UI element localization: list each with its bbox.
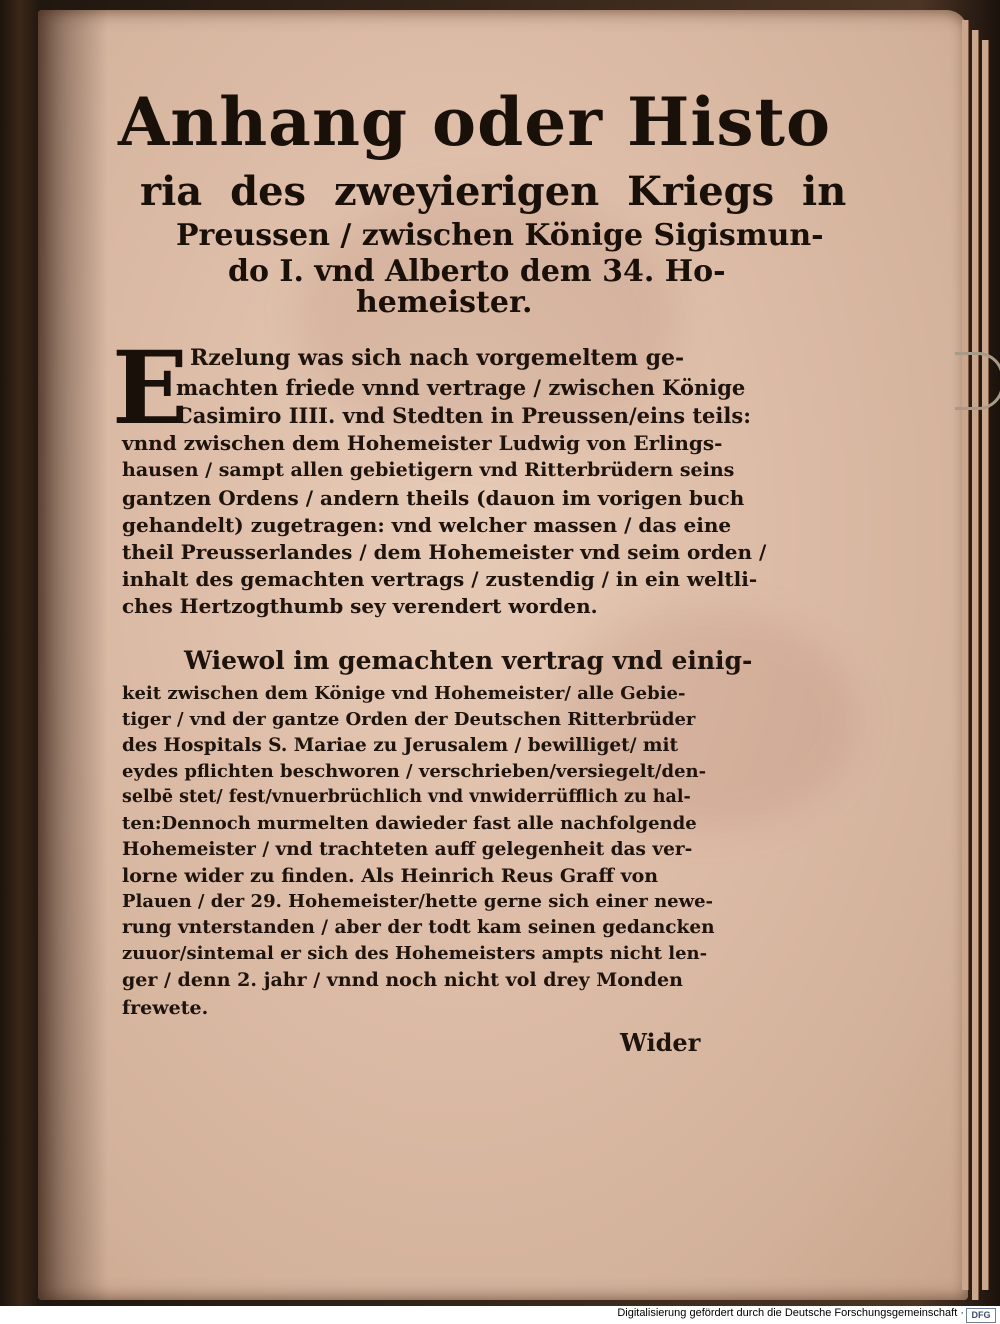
paragraph1-line: ches Hertzogthumb sey verendert worden.: [122, 594, 598, 618]
paragraph1-line: hausen / sampt allen gebietigern vnd Ritterbrüdern seins: [122, 459, 735, 481]
footer-credit: Digitalisierung gefördert durch die Deutsche Forschungsgemeinschaft ·: [617, 1307, 964, 1319]
paragraph1-line: Rzelung was sich nach vorgemeltem ge-: [190, 345, 685, 371]
dfg-logo: DFG: [966, 1308, 996, 1323]
title-line-1: Anhang oder Histo: [118, 83, 832, 161]
paragraph1-line: theil Preusserlandes / dem Hohemeister vnd seim orden /: [122, 540, 767, 564]
paragraph2-line: lorne wider zu finden. Als Heinrich Reus Graff von: [122, 865, 659, 887]
paragraph1-line: Casimiro IIII. vnd Stedten in Preussen/eins teils:: [176, 403, 751, 428]
paragraph2-line: Hohemeister / vnd trachteten auff gelegenheit das ver-: [122, 839, 693, 860]
paragraph2-line: selbē stet/ fest/vnuerbrüchlich vnd vnwiderrüfflich zu hal-: [122, 787, 691, 807]
paper-clip: [955, 352, 1000, 410]
paragraph2-line: ger / denn 2. jahr / vnnd noch nicht vol drey Monden: [122, 969, 683, 991]
paragraph2-line: ten:Dennoch murmelten dawieder fast alle nachfolgende: [122, 813, 697, 834]
title-line-4: do I. vnd Alberto dem 34. Ho-: [228, 254, 726, 289]
title-line-3: Preussen / zwischen Könige Sigismun-: [176, 218, 824, 253]
paragraph2-line: keit zwischen dem Könige vnd Hohemeister/ alle Gebie-: [122, 683, 686, 704]
paragraph1-line: gehandelt) zugetragen: vnd welcher massen / das eine: [122, 513, 732, 537]
page-edge: [972, 30, 979, 1300]
title-line-2: ria des zweyierigen Kriegs in: [140, 168, 847, 215]
paragraph2-line: frewete.: [122, 997, 209, 1019]
paragraph1-line: vnnd zwischen dem Hohemeister Ludwig von Erlings-: [122, 431, 723, 455]
paragraph1-line: inhalt des gemachten vertrags / zustendig / in ein weltli-: [122, 567, 758, 591]
paragraph2-line: Plauen / der 29. Hohemeister/hette gerne sich einer newe-: [122, 891, 714, 912]
paragraph2-line: zuuor/sintemal er sich des Hohemeisters ampts nicht len-: [122, 943, 708, 964]
catchword: Wider: [620, 1028, 701, 1057]
paragraph2-line: tiger / vnd der gantze Orden der Deutschen Ritterbrüder: [122, 709, 696, 730]
paragraph1-line: machten friede vnnd vertrage / zwischen Könige: [176, 375, 746, 400]
page-edge: [962, 20, 969, 1290]
paragraph2-line: rung vnterstanden / aber der todt kam seinen gedancken: [122, 917, 715, 938]
paragraph2-line: eydes pflichten beschworen / verschrieben/versiegelt/den-: [122, 761, 707, 782]
page-gutter-shadow: [38, 10, 108, 1300]
page-edge: [982, 40, 989, 1290]
paragraph1-line: gantzen Ordens / andern theils (dauon im vorigen buch: [122, 486, 745, 510]
drop-cap: E: [112, 329, 189, 447]
paragraph2-line: des Hospitals S. Mariae zu Jerusalem / bewilliget/ mit: [122, 735, 679, 756]
title-line-5: hemeister.: [356, 285, 533, 320]
paragraph2-line: Wiewol im gemachten vertrag vnd einig-: [184, 646, 753, 675]
